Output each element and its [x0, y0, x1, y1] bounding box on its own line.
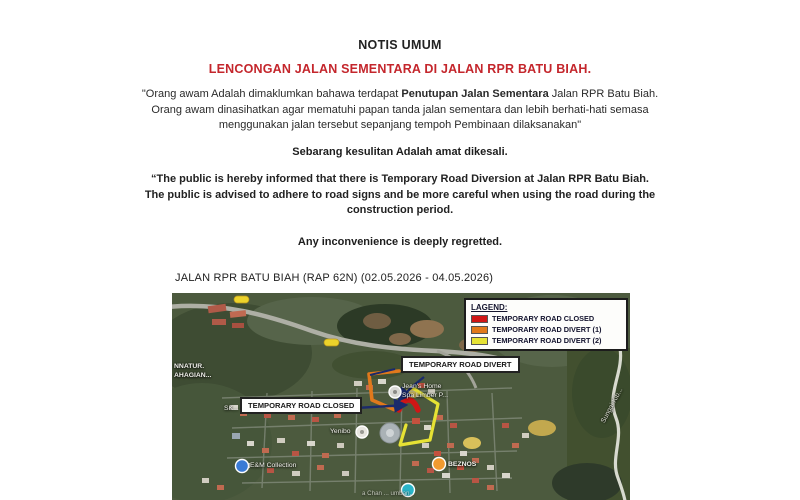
malay-paragraph [0, 87, 800, 134]
callout-temporary-road-divert: TEMPORARY ROAD DIVERT [401, 356, 520, 373]
satellite-map [172, 293, 630, 500]
legend-swatch-closed [471, 315, 488, 323]
legend-title: LAGEND: [471, 303, 508, 312]
road-number-badge [234, 296, 249, 303]
legend-item-divert-1: TEMPORARY ROAD DIVERT (1) [471, 325, 621, 334]
malay-line3: menggunakan jalan tersebut sepanjang tempoh Pembinaan dilaksanakan" [218, 119, 582, 131]
map-label-jeans-home: Jean's Home Spa Limber P... [402, 383, 448, 399]
map-legend [464, 298, 628, 351]
callout-temporary-road-closed: TEMPORARY ROAD CLOSED [240, 397, 362, 414]
map-label-area: NNATUR. AHAGIAN... [174, 363, 212, 379]
legend-swatch-divert-1 [471, 326, 488, 334]
map-label-bottom-partial: a Chan ... umban... [362, 490, 415, 497]
road-number-badge [324, 339, 339, 346]
map-label-yenibo: Yenibo [330, 428, 351, 435]
map-label-shop-left: E&M Collection [250, 462, 297, 469]
legend-item-road-closed: TEMPORARY ROAD CLOSED [471, 314, 621, 323]
regret-line-malay: Sebarang kesulitan Adalah amat dikesali. [292, 146, 508, 158]
location-date-line: JALAN RPR BATU BIAH (RAP 62N) (02.05.2026 - 04.05.2026) [175, 272, 494, 284]
malay-line2: Orang awam dinasihatkan agar mematuhi papan tanda jalan sementara dan lebih berhati-hati semasa [151, 103, 649, 116]
map-label-school: SK... [224, 405, 239, 412]
malay-line1: "Orang awam Adalah dimaklumkan bahawa terdapat Penutupan Jalan Sementara Jalan RPR Batu Biah. [141, 88, 659, 100]
english-line3: construction period. [346, 204, 454, 216]
english-line2: The public is advised to adhere to road signs and be more careful when using the road during the [144, 188, 656, 201]
shop-right-pin-icon [433, 458, 446, 471]
shop-left-pin-icon [236, 460, 249, 473]
english-line1: “The public is hereby informed that there is Temporary Road Diversion at Jalan RPR Batu Biah. [151, 173, 649, 185]
regret-line-english: Any inconvenience is deeply regretted. [297, 236, 503, 248]
map-label-river: Sungai Kib... [600, 386, 625, 425]
legend-swatch-divert-2 [471, 337, 488, 345]
legend-item-divert-2: TEMPORARY ROAD DIVERT (2) [471, 336, 621, 345]
map-label-shop-right: BEZNOS [448, 461, 477, 468]
notice-subtitle: LENCONGAN JALAN SEMENTARA DI JALAN RPR BATU BIAH. [208, 62, 592, 76]
english-paragraph [0, 172, 800, 219]
page-title: NOTIS UMUM [358, 38, 442, 52]
